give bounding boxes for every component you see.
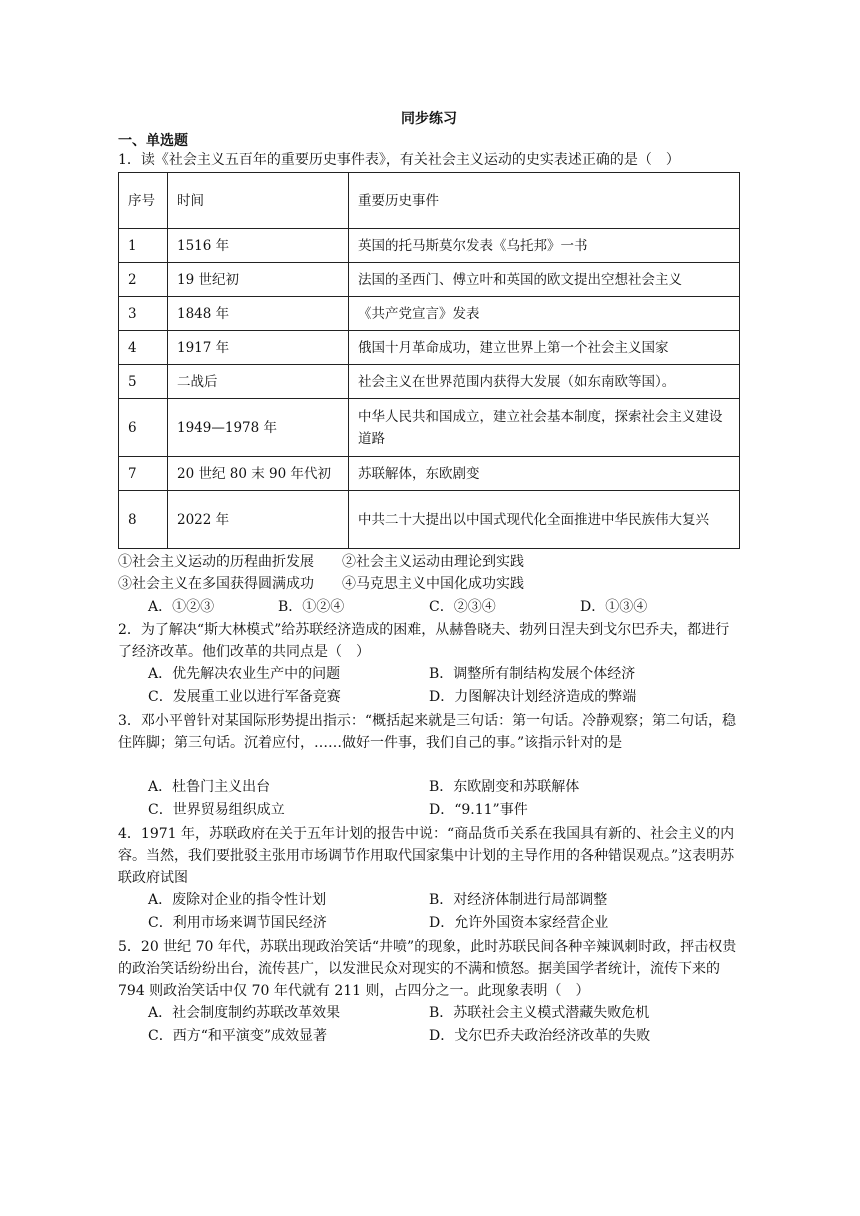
row-no: 7 [119, 457, 168, 491]
q3-option-b[interactable]: B．东欧剧变和苏联解体 [429, 779, 580, 795]
row-time: 19 世纪初 [168, 263, 349, 297]
q1-stem: 1．读《社会主义五百年的重要历史事件表》，有关社会主义运动的史实表述正确的是（ ） [118, 152, 680, 168]
q4-option-b[interactable]: B．对经济体制进行局部调整 [429, 892, 608, 908]
q4-option-c[interactable]: C．利用市场来调节国民经济 [148, 915, 327, 931]
q4-stem: 4．1971 年，苏联政府在关于五年计划的报告中说：“商品货币关系在我国具有新的、社会主义的内容。当然，我们要批驳主张用市场调节作用取代国家集中计划的主导作用的各种错误观点。”这表明苏联政府试图 [118, 826, 735, 886]
q5-option-b[interactable]: B．苏联社会主义模式潜藏失败危机 [429, 1005, 650, 1021]
row-time: 1848 年 [168, 297, 349, 331]
header-cell-time: 时间 [168, 173, 349, 229]
row-no: 3 [119, 297, 168, 331]
table-row [119, 457, 740, 491]
q5-option-d[interactable]: D．戈尔巴乔夫政治经济改革的失败 [429, 1028, 651, 1044]
table-header-row [119, 173, 740, 229]
row-event: 社会主义在世界范围内获得大发展（如东南欧等国）。 [349, 365, 740, 399]
q4-option-d[interactable]: D．允许外国资本家经营企业 [429, 915, 609, 931]
q3-option-c[interactable]: C．世界贸易组织成立 [148, 802, 285, 818]
q1-statement-2: ③社会主义在多国获得圆满成功 ④马克思主义中国化成功实践 [118, 576, 524, 592]
table-row [119, 297, 740, 331]
header-cell-event: 重要历史事件 [349, 173, 740, 229]
q1-option-b[interactable]: B．①②④ [278, 599, 345, 615]
q5-stem: 5．20 世纪 70 年代，苏联出现政治笑话“井喷”的现象，此时苏联民间各种辛辣讽刺时政，抨击权贵的政治笑话纷纷出台，流传甚广，以发泄民众对现实的不满和愤怒。据美国学者统计，流传下来的 794 则政治笑话中仅 70 年代就有 211 则，占四分之一。此现象表明（ ） [118, 939, 737, 999]
row-time: 1949—1978 年 [168, 399, 349, 457]
row-time: 2022 年 [168, 491, 349, 549]
section-heading: 一、单选题 [118, 133, 188, 149]
row-event: 中华人民共和国成立，建立社会基本制度，探索社会主义建设道路 [349, 399, 740, 457]
row-no: 1 [119, 229, 168, 263]
q5-option-a[interactable]: A．社会制度制约苏联改革效果 [148, 1005, 341, 1021]
row-event: 英国的托马斯莫尔发表《乌托邦》一书 [349, 229, 740, 263]
q3-stem: 3．邓小平曾针对某国际形势提出指示：“概括起来就是三句话：第一句话。冷静观察；第二句话，稳住阵脚；第三句话。沉着应付，……做好一件事，我们自己的事。”该指示针对的是 [118, 713, 737, 751]
q1-option-c[interactable]: C．②③④ [429, 599, 496, 615]
q2-option-d[interactable]: D．力图解决计划经济造成的弊端 [429, 689, 637, 705]
table-row [119, 263, 740, 297]
row-no: 6 [119, 399, 168, 457]
row-event: 苏联解体，东欧剧变 [349, 457, 740, 491]
header-cell-no: 序号 [119, 173, 168, 229]
q2-option-b[interactable]: B．调整所有制结构发展个体经济 [429, 666, 636, 682]
row-no: 2 [119, 263, 168, 297]
row-event: 中共二十大提出以中国式现代化全面推进中华民族伟大复兴 [349, 491, 740, 549]
q3-option-a[interactable]: A．杜鲁门主义出台 [148, 779, 271, 795]
table-row [119, 365, 740, 399]
q5-option-c[interactable]: C．西方“和平演变”成效显著 [148, 1028, 328, 1044]
row-time: 1516 年 [168, 229, 349, 263]
q2-stem: 2．为了解决“斯大林模式”给苏联经济造成的困难，从赫鲁晓夫、勃列日涅夫到戈尔巴乔夫，都进行了经济改革。他们改革的共同点是（ ） [118, 622, 730, 660]
q4-option-a[interactable]: A．废除对企业的指令性计划 [148, 892, 327, 908]
page-title: 同步练习 [401, 111, 457, 127]
q2-option-c[interactable]: C．发展重工业以进行军备竞赛 [148, 689, 341, 705]
row-no: 8 [119, 491, 168, 549]
table-row [119, 229, 740, 263]
row-time: 1917 年 [168, 331, 349, 365]
row-time: 二战后 [168, 365, 349, 399]
q1-option-d[interactable]: D．①③④ [580, 599, 648, 615]
history-events-table [118, 172, 740, 549]
q1-statement-1: ①社会主义运动的历程曲折发展 ②社会主义运动由理论到实践 [118, 554, 524, 570]
table-row [119, 491, 740, 549]
table-row [119, 331, 740, 365]
row-event: 法国的圣西门、傅立叶和英国的欧文提出空想社会主义 [349, 263, 740, 297]
table-row [119, 399, 740, 457]
row-no: 4 [119, 331, 168, 365]
row-event: 《共产党宣言》发表 [349, 297, 740, 331]
q1-option-a[interactable]: A．①②③ [148, 599, 215, 615]
q3-option-d[interactable]: D．“9.11”事件 [429, 802, 528, 818]
q2-option-a[interactable]: A．优先解决农业生产中的问题 [148, 666, 341, 682]
row-time: 20 世纪 80 末 90 年代初 [168, 457, 349, 491]
row-event: 俄国十月革命成功，建立世界上第一个社会主义国家 [349, 331, 740, 365]
row-no: 5 [119, 365, 168, 399]
